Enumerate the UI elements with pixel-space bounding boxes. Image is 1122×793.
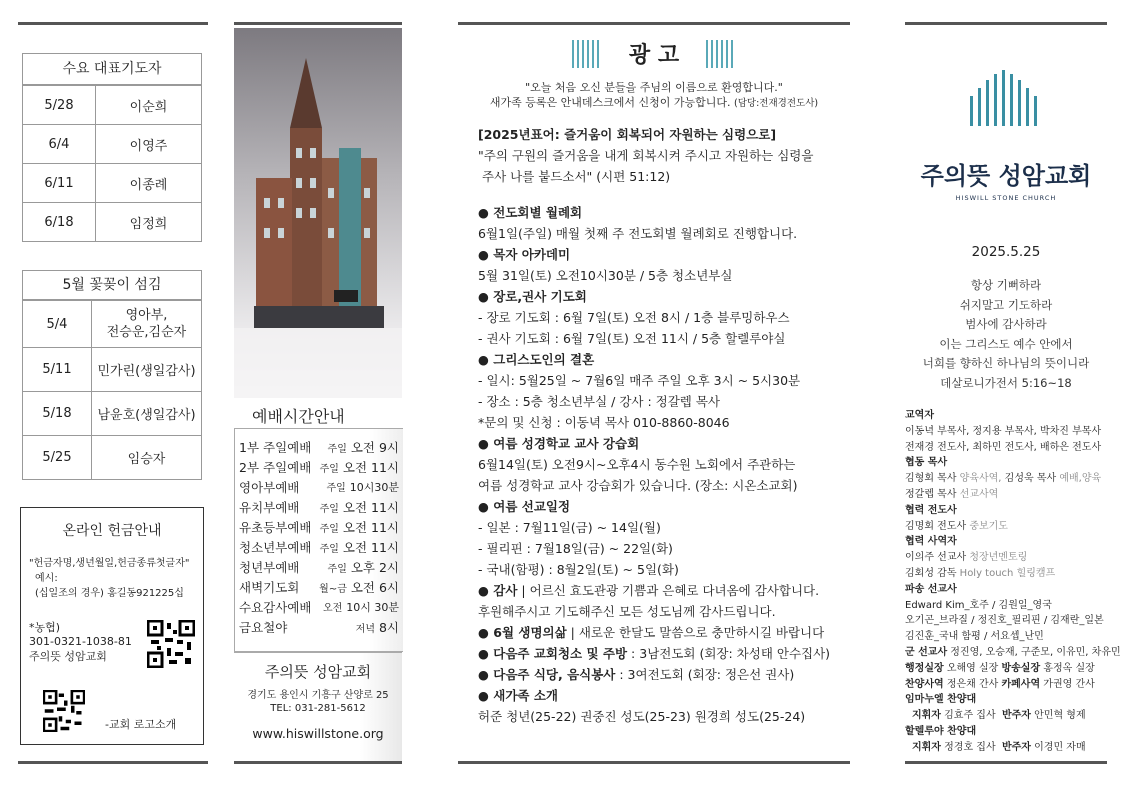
flower-service-title: 5월 꽃꽂이 섬김 [22,270,202,300]
list-item: ● 새가족 소개 [478,688,558,703]
giving-example: (십일조의 경우) 홍길동921225십 [35,588,184,599]
list-item: 전재경 전도사, 최하민 전도사, 배하은 전도사 [905,441,1102,453]
table-row [23,348,202,392]
wed-prayer-title: 수요 대표기도자 [22,53,202,85]
service-day: 월~금 [319,584,347,595]
list-item: - 장로 기도회 : 6월 7일(토) 오전 8시 / 1층 블루밍하우스 [478,310,790,325]
bottom-rule [905,761,1107,764]
list-item: - 장소 : 5층 청소년부실 / 강사 : 정갈렙 목사 [478,394,720,409]
ads-header [458,38,850,69]
service-day: 주일 [327,564,347,575]
giving-format: "헌금자명,생년월일,헌금종류첫글자" [29,558,190,569]
table-row [239,517,399,537]
name-cell: 이종례 [96,164,202,203]
list-item: 파송 선교사 [905,583,957,595]
service-day: 저녁 [355,624,375,635]
pipe-icon [706,40,736,68]
motto-line: 주사 나를 붙드소서" (시편 51:12) [482,169,671,184]
welcome-note: (담당:전재경전도사) [734,98,819,109]
table-row [23,203,202,242]
top-rule [234,22,402,25]
table-row [239,457,399,477]
service-day: 오전 [322,603,343,614]
church-website[interactable]: www.hiswillstone.org [252,726,384,741]
list-item: 오기곤_브라질 / 정진호_필리핀 / 김재란_일본 [905,615,1104,627]
wed-prayer-panel [22,53,202,242]
list-item: 김진훈_국내 함평 / 서요셉_난민 [905,631,1044,643]
schedule-panel [234,428,403,652]
service-time: 8시 [378,620,399,635]
service-time: 10시30분 [349,481,399,494]
table-row [23,125,202,164]
service-time: 10시 30분 [346,601,399,614]
top-rule [18,22,208,25]
service-name: 2부 주일예배 [239,460,312,475]
name-cell: 영아부, 전승운,김순자 [92,301,202,348]
service-name: 1부 주일예배 [239,440,312,455]
list-item: 찬양사역 정은채 간사 카페사역 가권영 간사 [905,678,1095,690]
list-item: 군 선교사 정진영, 오승재, 구준모, 이유민, 차유민 [905,646,1121,658]
service-name: 금요철야 [239,620,288,635]
table-row [23,301,202,348]
list-item: 협동 목사 [905,457,948,469]
verse-reference: 데살로니가전서 5:16~18 [940,375,1072,390]
online-giving-title: 온라인 헌금안내 [62,523,162,539]
service-name: 청년부예배 [239,560,300,575]
announcement-list [478,202,850,727]
pipe-icon [572,40,602,68]
service-day: 주일 [326,483,346,494]
list-item: 협력 사역자 [905,536,957,548]
list-item: - 일시: 5월25일 ~ 7월6일 매주 주일 오후 3시 ~ 5시30분 [478,373,801,388]
logo-intro-label: -교회 로고소개 [105,718,177,731]
service-name: 새벽기도회 [239,580,300,595]
table-row [239,437,399,457]
list-item: 김명회 전도사 중보기도 [905,520,1008,532]
bank-name: *농협) [29,621,61,634]
table-row [239,497,399,517]
date-cell: 6/4 [23,125,96,164]
list-item: - 필리핀 : 7월18일(금) ~ 22일(화) [478,541,673,556]
service-time: 오전 11시 [342,460,399,475]
list-item: 후원해주시고 기도해주신 모든 성도님께 감사드립니다. [478,604,776,619]
welcome-line: 새가족 등록은 안내데스크에서 신청이 가능합니다. [489,96,731,109]
church-address: 경기도 용인시 기흥구 산양로 25 [247,690,389,701]
service-day: 주일 [319,544,339,555]
service-name: 유초등부예배 [239,520,312,535]
service-time: 오전 11시 [342,540,399,555]
church-tel: TEL: 031-281-5612 [270,703,366,714]
verse-line: 항상 기뻐하라 [970,278,1042,292]
verse-line: 범사에 감사하라 [965,317,1047,331]
list-item: - 권사 기도회 : 6월 7일(토) 오전 11시 / 5층 할렐루야실 [478,331,786,346]
table-row [23,436,202,480]
date-cell: 5/11 [23,348,92,392]
table-row [239,577,399,597]
account-number: 301-0321-1038-81 [29,635,132,648]
list-item: ● 여름 선교일정 [478,499,571,514]
list-item: ● 장로,권사 기도회 [478,289,587,304]
verse-line: 쉬지말고 기도하라 [959,297,1053,312]
list-item: ● 6월 생명의삶 | 새로운 한달도 말씀으로 충만하시길 바랍니다 [478,625,825,640]
service-time: 오후 2시 [350,560,399,575]
service-day: 주일 [319,464,339,475]
date-cell: 6/11 [23,164,96,203]
verse-line: 이는 그리스도 예수 안에서 [939,336,1073,351]
list-item: 이동녁 부목사, 정지용 부목사, 박차진 부목사 [905,425,1102,437]
schedule-title: 예배시간안내 [252,407,345,426]
list-item: 이의주 선교사 청장년멘토링 [905,552,1028,564]
logo-qr-code [43,690,85,732]
list-item: - 일본 : 7월11일(금) ~ 14일(월) [478,520,661,535]
motto-block [478,124,848,187]
bottom-rule [234,761,402,764]
name-cell: 남윤호(생일감사) [92,392,202,436]
service-name: 영아부예배 [239,480,300,495]
list-item: 교역자 [905,410,934,421]
welcome-line: "오늘 처음 오신 분들을 주님의 이름으로 환영합니다." [525,81,783,94]
list-item: 행정실장 오해영 실장 방송실장 홍정옥 실장 [905,662,1095,674]
motto-line: "주의 구원의 즐거움을 내게 회복시켜 주시고 자원하는 심령을 [478,148,814,163]
motto-title: [2025년표어: 즐거움이 회복되어 자원하는 심령으로] [478,127,777,142]
bottom-rule [18,761,208,764]
church-building-photo [234,28,402,398]
list-item: 정갈렙 목사 선교사역 [905,488,999,500]
service-day: 주일 [319,524,339,535]
list-item: Edward Kim_호주 / 김원일_영국 [905,599,1052,611]
bottom-rule [458,761,850,764]
list-item: ● 그리스도인의 결혼 [478,352,595,367]
table-row [239,537,399,557]
list-item: - 국내(함평) : 8월2일(토) ~ 5일(화) [478,562,679,577]
table-row [23,164,202,203]
ads-title: 광 고 [628,43,680,68]
staff-list [905,408,1121,756]
bulletin-date: 2025.5.25 [971,244,1041,260]
service-time: 오전 11시 [342,520,399,535]
giving-qr-code [147,620,195,668]
date-cell: 5/25 [23,436,92,480]
name-cell: 이영주 [96,125,202,164]
list-item: 6월1일(주일) 매월 첫째 주 전도회별 월례회로 진행합니다. [478,226,798,241]
list-item: 할렐루야 찬양대 [905,725,977,737]
bible-verse [905,276,1107,393]
table-row [23,392,202,436]
welcome-message [458,80,850,111]
list-item: 허준 청년(25-22) 권중진 성도(25-23) 원경희 성도(25-24) [478,709,806,724]
list-item: 임마누엘 찬양대 [905,694,977,706]
name-cell: 이순희 [96,86,202,125]
list-item: ● 전도회별 월례회 [478,205,583,220]
service-day: 주일 [319,504,339,515]
name-cell: 임정희 [96,203,202,242]
list-item: *문의 및 신청 : 이동녁 목사 010-8860-8046 [478,415,730,430]
table-row [239,617,399,637]
flower-service-table [22,300,202,480]
table-row [239,477,399,497]
cover-church-name: 주의뜻 성암교회 [920,162,1092,190]
list-item: 지휘자 김효주 집사 반주자 안민혁 형제 [905,710,1086,722]
church-logo [968,70,1044,128]
table-row [23,86,202,125]
date-cell: 5/18 [23,392,92,436]
name-cell: 민가린(생일감사) [92,348,202,392]
service-name: 유치부예배 [239,500,300,515]
date-cell: 6/18 [23,203,96,242]
cover-church-en: HISWILL STONE CHURCH [955,194,1057,202]
list-item: 김회성 감독 Holy touch 힐링캠프 [905,567,1056,579]
wed-prayer-table [22,85,202,242]
date-cell: 5/4 [23,301,92,348]
list-item: 6월14일(토) 오전9시~오후4시 동수원 노회에서 주관하는 [478,457,796,472]
list-item: ● 여름 성경학교 교사 강습회 [478,436,640,451]
table-row [239,557,399,577]
giving-example-label: 예시: [35,573,58,584]
service-time: 오전 11시 [342,500,399,515]
account-holder: 주의뜻 성암교회 [29,650,107,663]
service-time: 오전 9시 [350,440,399,455]
date-cell: 5/28 [23,86,96,125]
pipe-organ-logo-icon [968,70,1044,128]
verse-line: 너희를 향하신 하나님의 뜻이니라 [922,356,1090,370]
church-info-name: 주의뜻 성암교회 [264,663,372,681]
name-cell: 임승자 [92,436,202,480]
service-name: 청소년부예배 [239,540,312,555]
list-item: 김형회 목사 양육사역, 김성욱 목사 예배,양육 [905,473,1102,485]
top-rule [458,22,850,25]
list-item: 협력 전도사 [905,504,957,516]
list-item: ● 감사 | 어르신 효도관광 기쁨과 은혜로 다녀옴에 감사합니다. [478,583,820,598]
service-time: 오전 6시 [350,580,399,595]
list-item: 여름 성경학교 교사 강습회가 있습니다. (장소: 시온소교회) [478,478,798,493]
list-item: ● 다음주 교회청소 및 주방 : 3남전도회 (회장: 차성태 안수집사) [478,646,831,661]
table-row [239,597,399,617]
list-item: ● 목자 아카데미 [478,247,571,262]
online-giving-panel [20,507,204,745]
service-name: 수요감사예배 [239,600,312,615]
schedule-table [239,437,399,637]
church-info-panel [234,652,402,761]
list-item: ● 다음주 식당, 음식봉사 : 3여전도회 (회장: 정은선 권사) [478,667,795,682]
flower-service-panel [22,270,202,480]
top-rule [905,22,1107,25]
list-item: 지휘자 정경호 집사 반주자 이경민 자매 [905,741,1086,753]
list-item: 5월 31일(토) 오전10시30분 / 5층 청소년부실 [478,268,733,283]
service-day: 주일 [327,444,347,455]
